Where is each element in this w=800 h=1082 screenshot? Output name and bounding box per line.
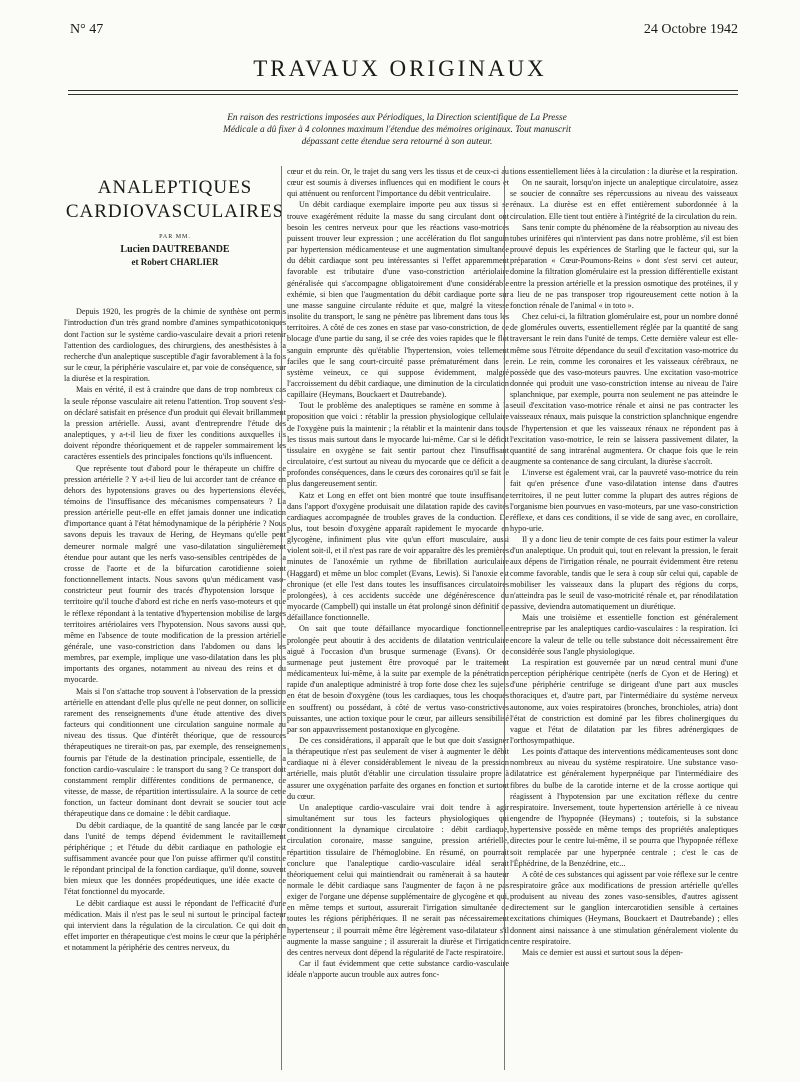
section-title: TRAVAUX ORIGINAUX: [253, 56, 547, 81]
issue-number: N° 47: [70, 22, 104, 37]
column-divider: [281, 166, 282, 1070]
paragraph: Que représente tout d'abord pour le thérapeute un chiffre de pression artérielle ? Y a-t-il lieu de lui accorder tant de créance en dehors des hypotensions graves ou des hypertensions élevées, témoins de l'insuffisance des mécanismes compensateurs ? La pression artérielle peut-elle en effet jamais donner une indication d'importance quant à l'état hémodynamique de la périphérie ? Nous savons depuis les travaux de Hering, de Heymans qu'elle peut demeurer normale malgré une vaso-dilatation singulièrement étendue pour autant que les nerfs vaso-sensibles centripèdes de la crosse de l'aorte et de la bifurcation carotidienne soient fonctionnellement intacts. Nous savons qu'un médicament vaso-constricteur peut fournir des tracés d'hypotension lorsque le territoire qu'il touche d'abord est riche en nerfs vaso-moteurs et que le réflexe répondant à la tentative d'hypertension mobilise de larges territoires artériolaires vers l'hypotension. Nous savons aussi que, même en l'absence de toute modification de la pression artérielle générale, une vaso-constriction dans l'abdomen ou dans les membres, par exemple, implique une vaso-dilatation dans les plus importants des organes, notamment au niveau des reins et du myocarde.: [64, 463, 286, 685]
paragraph: Sans tenir compte du phénomène de la réabsorption au niveau des tubes urinifères qui n'intervient pas dans notre problème, s'il est bien prouvé depuis les expériences de Starling que le facteur qui, sur la préparation « Cœur-Poumons-Reins » dont s'est servi cet auteur, domine la filtration glomérulaire est la pression différentielle existant entre la pression artérielle et la pression osmotique des protéines, il y a lieu de ne pas transposer trop rigoureusement cette notion à la fonction rénale de l'animal « in toto ».: [510, 222, 738, 310]
paragraph: cœur et du rein. Or, le trajet du sang vers les tissus et de ceux-ci au cœur est soumis à diverses influences qui en modifient le cours et qui atténuent ou renforcent l'importance du débit ventriculaire.: [287, 167, 509, 199]
paragraph: Un analeptique cardio-vasculaire vrai doit tendre à agir simultanément sur tous les facteurs physiologiques qui conditionnent la dynamique circulatoire : débit cardiaque, circulation coronaire, masse sanguine, pression artérielle, répartition tissulaire de l'hémoglobine. En résumé, on pourrait conclure que l'analeptique cardio-vasculaire idéal serait théoriquement celui qui maintiendrait ou ramènerait à sa hauteur normale le débit cardiaque sans l'augmenter de façon à ne pas exiger de l'organe une dépense supplémentaire de glycogène et qui, en même temps et surtout, assurerait l'irrigation simultanée de toutes les régions périphériques. Il ne serait pas nécessairement hypertenseur ; il pourrait même être légèrement vaso-dilatateur s'il augmente la masse sanguine ; il assurerait la diurèse et l'irrigation des centres nerveux dont dépend la régularité de l'acte respiratoire.: [287, 802, 509, 957]
paragraph: Tout le problème des analeptiques se ramène en somme à la proposition que voici : rétablir la pression physiologique cellulaire de l'oxygène puis la maintenir ; la rétablir et la maintenir dans tous les tissus mais surtout dans le myocarde lui-même. Car si le déficit tissulaire en oxygène se fait sentir partout chez l'insuffisant circulatoire, c'est surtout au niveau du myocarde que ce déficit a de profondes conséquences, dans le cœurs des coronaires qu'il se fait le plus dangereusement sentir.: [287, 401, 509, 489]
paragraph: Mais en vérité, il est à craindre que dans de trop nombreux cas la seule réponse vasculaire ait retenu l'attention. Trop souvent s'est-on déclaré satisfait en présence d'un produit qui élevait brillamment la pression artérielle. Aussi, avant d'entreprendre l'étude des analeptiques, y a-t-il lieu de fixer les conditions auxquelles ils doivent répondre théoriquement et de rappeler sommairement les caractères essentiels des principales fonctions qu'ils influencent.: [64, 385, 286, 462]
editorial-notice: En raison des restrictions imposées aux Périodiques, la Direction scientifique de La Presse Médicale a dû fixer à 4 colonnes maximum l'étendue des mémoires originaux. Tout manuscrit dépassant cette étendue sera retourné à son auteur.: [223, 113, 571, 147]
paragraph: On sait que toute défaillance myocardique fonctionnelle prolongée peut aboutir à des accidents de dilatation ventriculaire aiguë à l'occasion d'un brusque surmenage (Evans). Or ce surmenage peut justement être provoqué par le traitement médicamenteux lui-même, à la suite par exemple de la pénétration rapide d'un analeptique administré à trop forte dose chez les sujets en état de besoin d'oxygène (tous les cardiaques, tous les choqués en souffrent) ou possédant, à côté de vertus vaso-constrictives puissantes, une action toxique pour le cœur, par ailleurs sensibilisé par son appauvrissement postanoxique en glycogène.: [287, 624, 509, 734]
column-3: [510, 166, 738, 1066]
paragraph: Mais ce dernier est aussi et surtout sous la dépen-: [522, 947, 683, 957]
column-1: [64, 166, 286, 1066]
paragraph: Mais une troisième et essentielle fonction est généralement entreprise par les analeptiques cardio-vasculaires : la respiration. Ici encore la valeur de telle ou telle substance doit nécessairement être considérée sous l'angle physiologique.: [510, 613, 738, 656]
paragraph: Car il faut évidemment que cette substance cardio-vasculaire idéale n'apporte aucun trouble aux autres fonc-: [287, 959, 509, 980]
author-2: et Robert CHARLIER: [131, 257, 219, 268]
paragraph: Katz et Long en effet ont bien montré que toute insuffisance dans l'apport d'oxygène produisait une dilatation rapide des cavités cardiaques accompagnée de troubles graves de la conduction. De plus, tout besoin d'oxygène apparaît rapidement le myocarde en glycogène, infiniment plus vite qu'un effort musculaire, aussi violent soit-il, et il n'est pas rare de voir apparaître dès les premières minutes de l'anoxémie un rythme de fibrillation auriculaire (Haggard) et même un bloc complet (Evans, Lewis). Si l'anoxie est chronique (et elle l'est dans toutes les insuffisances circulatoires prolongées), à ces accidents succède une dégénérescence du myocarde (Campbell) qui installe un état prolongé sinon définitif de défaillance fonctionnelle.: [287, 490, 509, 623]
paragraph: Mais si l'on s'attache trop souvent à l'observation de la pression artérielle en attendant d'elle plus qu'elle ne peut donner, on sollicite rarement des renseignements d'une étude attentive des divers facteurs qui conditionnent une circulation sanguine normale au niveau des tissus. Que d'intérêt théorique, que de ressources thérapeutiques ne tirerait-on pas, par exemple, des renseignements fournis par l'étude de la destination principale, essentielle, de la fonction cardio-vasculaire : le transport du sang ? Ce transport doit constamment remplir différentes conditions de permanence, de vitesse, de masse, de répartition intertissulaire. A la source de cette fonction, un facteur dominant dont devrait se soucier tout acte thérapeutique dans ce domaine : le débit cardiaque.: [64, 686, 286, 819]
column-divider: [504, 166, 505, 1070]
issue-date: 24 Octobre 1942: [643, 22, 738, 37]
paragraph: Du débit cardiaque, de la quantité de sang lancée par le cœur dans l'unité de temps dépend évidemment le ravitaillement périphérique ; et l'étude du débit cardiaque en pathologie est suffisamment avancée pour que l'on puisse affirmer qu'il constitue le répondant principal de la fonction cardiaque, qu'il donne, souvent bien mieux que les données propédeutiques, une idée exacte de l'état fonctionnel du myocarde.: [64, 820, 286, 897]
paragraph: Il y a donc lieu de tenir compte de ces faits pour estimer la valeur d'un analeptique. Un produit qui, tout en relevant la pression, le ferait aux dépens de l'irrigation rénale, ne pourrait évidemment être retenu comme favorable, tandis que le sera à coup sûr celui qui, capable de mobiliser les vaisseaux dans la plupart des régions du corps, n'atteindra pas le seuil de vaso-motricité rénale et, par rénodilatation passive, deviendra automatiquement un diurétique.: [510, 535, 738, 612]
column-2: [287, 166, 509, 1066]
article-title-line-2: CARDIOVASCULAIRES: [65, 201, 285, 222]
article-title-line-1: ANALEPTIQUES: [97, 177, 253, 198]
byline-prefix: PAR MM.: [159, 234, 191, 240]
paragraph: Le débit cardiaque est aussi le répondant de l'efficacité d'une médication. Mais il n'est pas le seul ni surtout le principal facteur qui intervient dans la régulation de la circulation. Ce qui doit en effet importer en thérapeutique c'est moins le cœur que la périphérie et notamment la périphérie des centres nerveux, du: [64, 898, 286, 953]
paragraph: tions essentiellement liées à la circulation : la diurèse et la respiration.: [510, 167, 738, 176]
paragraph: Chez celui-ci, la filtration glomérulaire est, pour un nombre donné de glomérules ouverts, essentiellement réglée par la quantité de sang traversant le rein dans l'unité de temps. Cette dernière valeur est elle-même sous l'étroite dépendance du seuil d'excitation vaso-motrice du rein. Le rein, comme les coronaires et les vaisseaux cérébraux, ne possède que des vaso-moteurs pauvres. Une excitation vaso-motrice donnée qui produit une vaso-constriction intense au niveau de l'aire splanchnique, par exemple, pourra non seulement ne pas atteindre le seuil d'excitation vaso-motrice rénale et ainsi ne pas contracter les vaisseaux rénaux, mais puisque la constriction splanchnique engendre de l'hypertension et que les vaisseaux rénaux ne répondent pas à l'excitation vaso-motrice, le rein se laissera passivement dilater, la quantité de sang intrarénal augmentera. Or chaque fois que le rein augmente sa contenance de sang circulant, la diurèse s'accroît.: [510, 312, 738, 467]
paragraph: L'inverse est également vrai, car la pauvreté vaso-motrice du rein fait qu'en présence d'une vaso-dilatation intense dans d'autres territoires, il ne peut lutter comme la plupart des autres régions de l'organisme bien pourvues en vaso-moteurs, par une vaso-constriction réflexe, et dans ces conditions, il se vide de sang avec, en corollaire, hypo-urie.: [510, 468, 738, 533]
paragraph: Un débit cardiaque exemplaire importe peu aux tissus si se trouve exagérément réduite la masse du sang circulant dont ont besoin les centres nerveux pour que les réactions vaso-motrices puissent trouver leur expression ; une accélération du flot sanguin par hypertension médicamenteuse et une augmentation simultanée du débit cardiaque sont peu intéressantes si l'effet apparemment favorable est tributaire d'une vaso-constriction artériolaire généralisée qui s'accompagne obligatoirement d'une considérable exhémie, si bien que l'augmentation du débit cardiaque porte sur une masse sanguine circulante réduite et que, malgré la vitesse insolite du transport, le sang ne pénètre pas librement dans tous les territoires. A côté de ces zones en stase par vaso-constriction, de ce blocage d'une partie du sang, il se crée des voies rapides que le flot sanguin emprunte dès qu'établie l'hypertension, voies tellement faciles que le sang court-circuité passe prématurément dans le système veineux, ce qui suppose évidemment, malgré l'accroissement du débit cardiaque, une diminution de la circulation capillaire (Heymans, Bouckaert et Dautrebande).: [287, 200, 509, 400]
article-title-block: [64, 176, 286, 268]
paragraph: Les points d'attaque des interventions médicamenteuses sont donc nombreux au niveau du système respiratoire. Une substance vaso-dilatatrice est généralement hyperpnéique par l'intermédiaire des fibres du bulbe de la carotide interne et de la crosse aortique qui réagissent à l'hypotension par une excitation réflexe du centre respiratoire. Inversement, toute hypertension artérielle à ce niveau engendre de l'hypopnée (Heymans) ; toutefois, si la substance hypertensive possède en même temps des propriétés analeptiques directes pour le centre lui-même, il se pourra que l'hypopnée réflexe soit remplacée par une hyperpnée centrale ; c'est le cas de l'Éphédrine, de la Benzédrine, etc...: [510, 747, 738, 868]
paragraph: Depuis 1920, les progrès de la chimie de synthèse ont permis l'introduction d'un très grand nombre d'amines sympathicotoniques dont l'action sur le système cardio-vasculaire devait a priori retenir l'attention des cardiologues, des chirurgiens, des anesthésistes à la recherche d'un analeptique susceptible d'agir favorablement à la fois sur le cœur, la périphérie vasculaire et, par voie de conséquence, sur la diurèse et la respiration.: [64, 307, 286, 384]
paragraph: A côté de ces substances qui agissent par voie réflexe sur le centre respiratoire grâce aux modifications de pression artérielle qu'elles produisent au niveau des zones vaso-sensibles, d'autres agissent directement sur le ganglion intercarotidien sensible à certaines excitations chimiques (Heymans, Bouckaert et Dautrebande) ; elles donnent ainsi naissance à une stimulation généralement violente du centre respiratoire.: [510, 869, 738, 946]
paragraph: On ne saurait, lorsqu'on injecte un analeptique circulatoire, assez se soucier de connaître ses répercussions au niveau des vaisseaux rénaux. La diurèse est en effet entièrement subordonnée à la circulation. Elle tient tout entière à l'intégrité de la circulation du rein.: [510, 178, 738, 221]
paragraph: De ces considérations, il apparaît que le but que doit s'assigner la thérapeutique n'est pas seulement de viser à augmenter le débit cardiaque ni à élever considérablement le niveau de la pression artérielle, mais plutôt d'établir une circulation tissulaire propre à assurer une oxygénation parfaite des organes en fonction et surtout du cœur.: [287, 735, 509, 801]
header-rule-bottom: [68, 94, 738, 95]
paragraph: La respiration est gouvernée par un nœud central muni d'une perception périphérique centripète (nerfs de Cyon et de Hering) et d'une périphérie centrifuge se dirigeant d'une part aux muscles thoraciques et, d'autre part, par l'intermédiaire du système nerveux autonome, aux voies respiratoires (bronches, bronchioles, atria) dont l'état de constriction est dominé par les fibres cholinergiques du vague et l'état de dilatation par les fibres adrénergiques de l'orthosympathique.: [510, 657, 738, 745]
author-1: Lucien DAUTREBANDE: [120, 244, 230, 256]
header-rule-top: [68, 90, 738, 91]
